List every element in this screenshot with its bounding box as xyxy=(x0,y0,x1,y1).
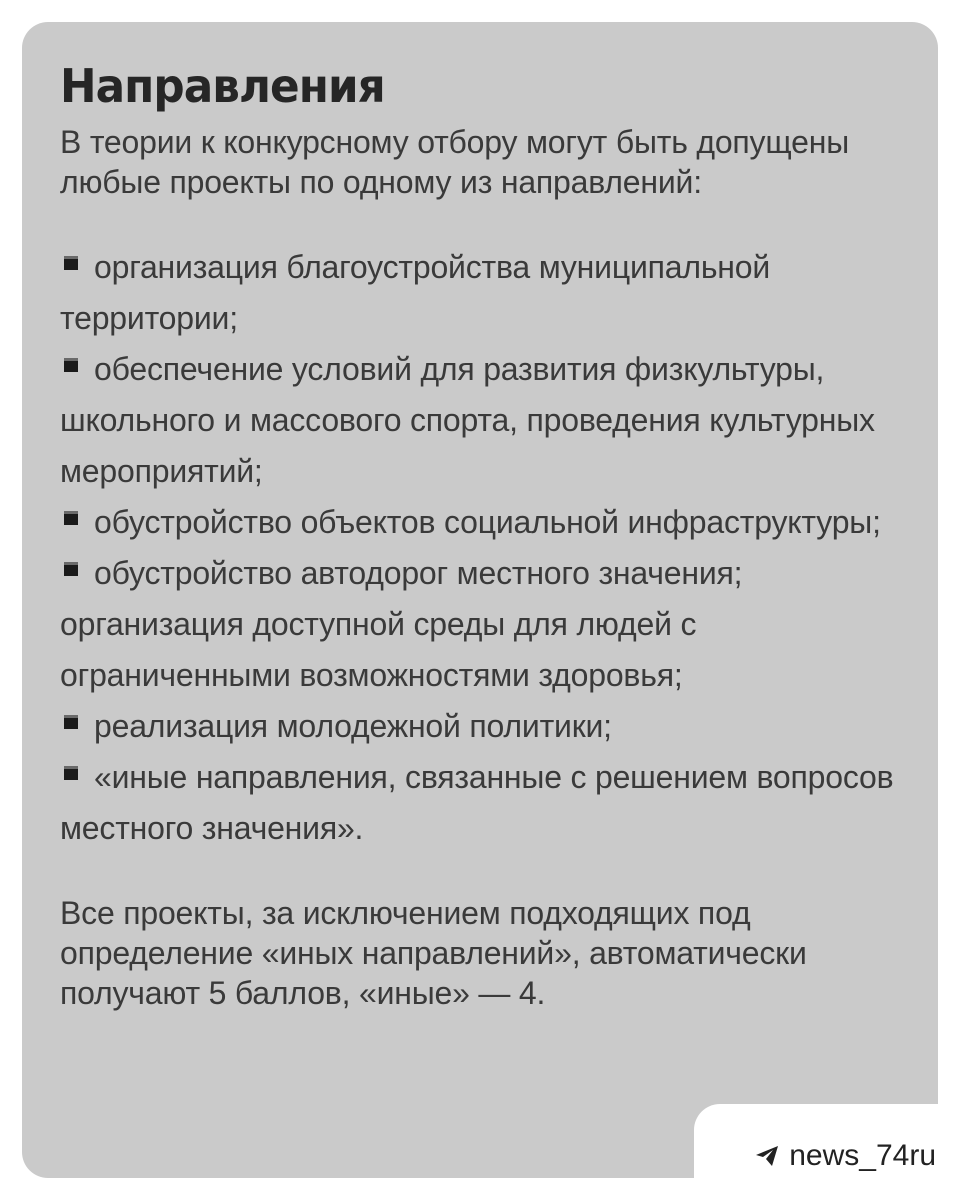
bullet-square-icon xyxy=(64,715,78,729)
list-item-text: организация благоустройства муниципальной территории; xyxy=(60,249,771,336)
list-item-text: «иные направления, связанные с решением вопросов местного значения». xyxy=(60,759,894,846)
card-title: Направления xyxy=(60,59,385,113)
telegram-plane-icon xyxy=(755,1145,779,1167)
list-item xyxy=(60,752,900,854)
directions-list xyxy=(60,242,900,854)
list-item xyxy=(60,344,900,497)
list-item xyxy=(60,701,900,752)
list-item xyxy=(60,242,900,344)
list-item-text: обустройство объектов социальной инфраструктуры; xyxy=(94,504,881,540)
list-item-text: реализация молодежной политики; xyxy=(94,708,612,744)
bullet-square-icon xyxy=(64,358,78,372)
bullet-square-icon xyxy=(64,562,78,576)
list-item-text: обустройство автодорог местного значения; организация доступной среды для людей с ограниченными возможностями здоровья; xyxy=(60,555,743,693)
bullet-square-icon xyxy=(64,256,78,270)
list-item-text: обеспечение условий для развития физкультуры, школьного и массового спорта, проведения культурных мероприятий; xyxy=(60,351,875,489)
info-card xyxy=(22,22,938,1178)
list-item xyxy=(60,548,900,701)
bullet-square-icon xyxy=(64,511,78,525)
brand-label[interactable] xyxy=(755,1136,936,1176)
intro-paragraph: В теории к конкурсному отбору могут быть допущены любые проекты по одному из направлений: xyxy=(60,124,849,200)
scoring-note: Все проекты, за исключением подходящих под определение «иных направлений», автоматически получают 5 баллов, «иные» — 4. xyxy=(60,895,807,1011)
bullet-square-icon xyxy=(64,766,78,780)
brand-name: news_74ru xyxy=(789,1139,936,1172)
list-item xyxy=(60,497,900,548)
